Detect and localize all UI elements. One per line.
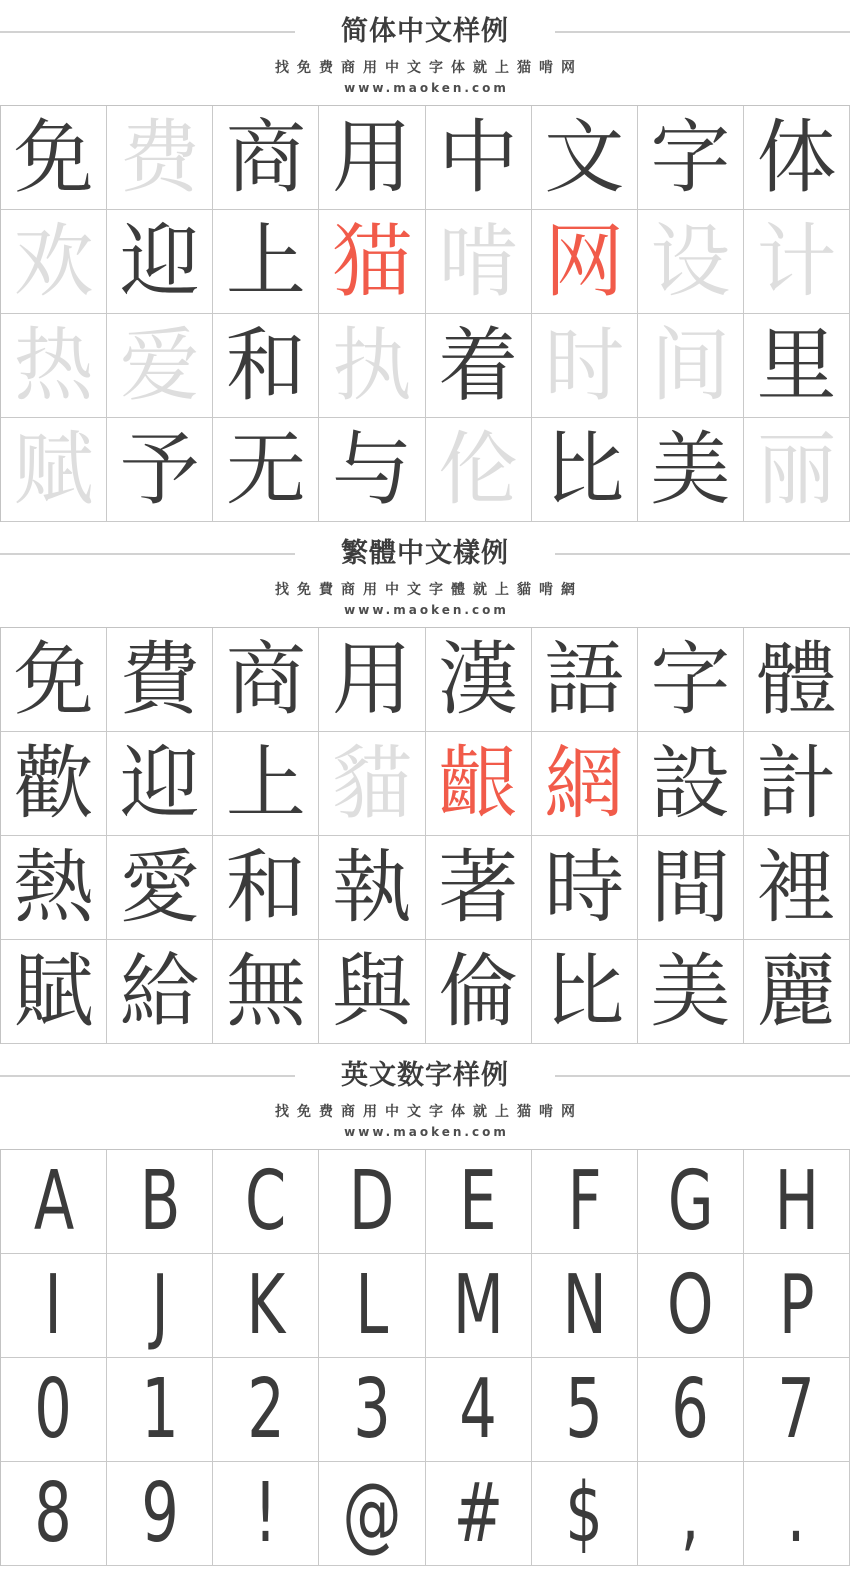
glyph: 間 (650, 840, 731, 934)
glyph-cell (1, 628, 107, 732)
glyph-cell (213, 314, 319, 418)
section-subtitle: 找免费商用中文字体就上猫啃网 (275, 1104, 583, 1120)
glyph: B (139, 1153, 180, 1249)
glyph: 語 (544, 632, 625, 726)
glyph: 里 (756, 318, 837, 412)
glyph: , (680, 1465, 700, 1561)
glyph-cell (107, 314, 213, 418)
section-title: 英文数字样例 (295, 1060, 555, 1092)
glyph-cell (532, 418, 638, 522)
glyph-cell (744, 210, 850, 314)
bottom-strip (0, 1566, 850, 1574)
glyph: 上 (225, 736, 306, 830)
glyph: 比 (544, 422, 625, 516)
glyph: $ (565, 1465, 603, 1561)
glyph: 用 (331, 110, 412, 204)
glyph: 计 (756, 214, 837, 308)
glyph: 字 (650, 632, 731, 726)
glyph: 2 (247, 1361, 285, 1457)
glyph: I (44, 1257, 63, 1353)
glyph-cell (107, 940, 213, 1044)
glyph-cell (638, 1150, 744, 1254)
glyph-cell (638, 940, 744, 1044)
glyph-cell (319, 106, 425, 210)
glyph: G (667, 1153, 714, 1249)
glyph-cell (213, 1254, 319, 1358)
glyph-cell (107, 1254, 213, 1358)
title-row (0, 538, 850, 570)
glyph-cell (213, 1462, 319, 1566)
glyph: 漢 (438, 632, 519, 726)
glyph-cell (213, 106, 319, 210)
glyph-cell (1, 1150, 107, 1254)
glyph-cell (213, 940, 319, 1044)
glyph-cell (426, 106, 532, 210)
glyph: 时 (544, 318, 625, 412)
glyph: 執 (331, 840, 412, 934)
glyph: 網 (544, 736, 625, 830)
glyph-cell (107, 418, 213, 522)
glyph: 爱 (119, 318, 200, 412)
glyph-cell (107, 836, 213, 940)
glyph: 免 (13, 632, 94, 726)
glyph: 和 (225, 318, 306, 412)
glyph-cell (319, 1254, 425, 1358)
glyph-cell (426, 1150, 532, 1254)
glyph-cell (213, 732, 319, 836)
glyph-cell (213, 418, 319, 522)
glyph-cell (638, 1254, 744, 1358)
glyph: 時 (544, 840, 625, 934)
glyph-cell (744, 106, 850, 210)
glyph: 商 (225, 632, 306, 726)
glyph: C (245, 1153, 287, 1249)
glyph: 与 (331, 422, 412, 516)
glyph: F (567, 1153, 602, 1249)
glyph-cell (532, 836, 638, 940)
glyph: 体 (756, 110, 837, 204)
specimen-grid (0, 105, 850, 522)
glyph-cell (744, 836, 850, 940)
glyph: P (778, 1257, 815, 1353)
glyph: 6 (671, 1361, 710, 1457)
glyph-cell (426, 1254, 532, 1358)
glyph-cell (107, 732, 213, 836)
glyph: 文 (544, 110, 625, 204)
glyph-cell (532, 106, 638, 210)
glyph: 齦 (438, 736, 519, 830)
glyph: H (774, 1153, 819, 1249)
glyph-cell (319, 418, 425, 522)
glyph-cell (426, 1358, 532, 1462)
glyph-cell (426, 1462, 532, 1566)
glyph-cell (1, 1462, 107, 1566)
glyph: 3 (353, 1361, 391, 1457)
glyph: 上 (225, 214, 306, 308)
glyph: 中 (438, 110, 519, 204)
section-subtitle: 找免费商用中文字体就上猫啃网 (275, 60, 583, 76)
section-header (0, 522, 850, 627)
glyph-cell (1, 106, 107, 210)
glyph: L (355, 1257, 389, 1353)
glyph-cell (532, 628, 638, 732)
glyph-cell (638, 210, 744, 314)
glyph: 計 (756, 736, 837, 830)
glyph-cell (1, 314, 107, 418)
glyph-cell (1, 940, 107, 1044)
glyph-cell (319, 1358, 425, 1462)
glyph: 热 (13, 318, 94, 412)
glyph-cell (213, 836, 319, 940)
section-header (0, 1044, 850, 1149)
glyph: 迎 (119, 736, 200, 830)
glyph: N (562, 1257, 607, 1353)
glyph-cell (213, 1358, 319, 1462)
glyph: 猫 (331, 214, 412, 308)
glyph: 歡 (13, 736, 94, 830)
glyph-cell (532, 1358, 638, 1462)
glyph: 體 (756, 632, 837, 726)
glyph-cell (319, 1150, 425, 1254)
glyph: 予 (119, 422, 200, 516)
glyph-cell (744, 314, 850, 418)
glyph: 麗 (756, 944, 837, 1038)
glyph-cell (426, 314, 532, 418)
glyph: A (33, 1153, 74, 1249)
glyph: 字 (650, 110, 731, 204)
glyph-cell (319, 314, 425, 418)
glyph-cell (1, 418, 107, 522)
glyph: 給 (119, 944, 200, 1038)
glyph-cell (1, 732, 107, 836)
glyph-cell (532, 732, 638, 836)
glyph-cell (744, 1254, 850, 1358)
glyph-cell (744, 628, 850, 732)
site-url: www.maoken.com (344, 1125, 509, 1139)
glyph: 4 (459, 1361, 497, 1457)
glyph-cell (319, 628, 425, 732)
glyph-cell (638, 418, 744, 522)
glyph: 设 (650, 214, 731, 308)
glyph-cell (638, 106, 744, 210)
glyph-cell (319, 940, 425, 1044)
glyph-cell (532, 1254, 638, 1358)
glyph: 倫 (438, 944, 519, 1038)
glyph: 賦 (13, 944, 94, 1038)
glyph-cell (319, 210, 425, 314)
glyph-cell (638, 1358, 744, 1462)
glyph-cell (532, 314, 638, 418)
glyph: M (452, 1257, 504, 1353)
title-row (0, 16, 850, 48)
glyph: 无 (225, 422, 306, 516)
glyph-cell (744, 1462, 850, 1566)
glyph: 熱 (13, 840, 94, 934)
glyph-cell (426, 836, 532, 940)
glyph: D (349, 1153, 395, 1249)
glyph-cell (213, 210, 319, 314)
glyph-cell (1, 836, 107, 940)
section-title: 繁體中文樣例 (295, 538, 555, 570)
glyph-cell (426, 418, 532, 522)
title-row (0, 1060, 850, 1092)
glyph: 1 (140, 1361, 179, 1457)
glyph: 丽 (756, 422, 837, 516)
glyph-cell (107, 628, 213, 732)
glyph: 执 (331, 318, 412, 412)
specimen-grid (0, 1149, 850, 1566)
site-url: www.maoken.com (344, 603, 509, 617)
glyph: 啃 (438, 214, 519, 308)
glyph-cell (319, 732, 425, 836)
glyph-cell (532, 1150, 638, 1254)
glyph-cell (426, 732, 532, 836)
glyph: 無 (225, 944, 306, 1038)
glyph: 裡 (756, 840, 837, 934)
glyph-cell (744, 940, 850, 1044)
glyph-cell (213, 1150, 319, 1254)
site-url: www.maoken.com (344, 81, 509, 95)
glyph-cell (107, 1150, 213, 1254)
glyph-cell (744, 1150, 850, 1254)
glyph: 用 (331, 632, 412, 726)
glyph: ! (253, 1465, 278, 1561)
glyph-cell (532, 210, 638, 314)
glyph: 伦 (438, 422, 519, 516)
section-subtitle: 找免費商用中文字體就上貓啃網 (275, 582, 583, 598)
glyph: 赋 (13, 422, 94, 516)
glyph: K (246, 1257, 286, 1353)
glyph: 费 (119, 110, 200, 204)
glyph: 美 (650, 944, 731, 1038)
glyph-cell (213, 628, 319, 732)
glyph-cell (532, 940, 638, 1044)
glyph-cell (638, 732, 744, 836)
glyph: 費 (119, 632, 200, 726)
glyph: # (453, 1465, 503, 1561)
glyph-cell (107, 1462, 213, 1566)
glyph-cell (1, 1358, 107, 1462)
glyph-cell (638, 836, 744, 940)
section-simplified-chinese (0, 0, 850, 522)
glyph: O (667, 1257, 714, 1353)
glyph: 8 (34, 1465, 73, 1561)
glyph: @ (342, 1465, 402, 1561)
glyph-cell (426, 210, 532, 314)
glyph: 7 (777, 1361, 816, 1457)
glyph: 着 (438, 318, 519, 412)
glyph: 貓 (331, 736, 412, 830)
glyph-cell (1, 1254, 107, 1358)
glyph-cell (638, 314, 744, 418)
section-header (0, 0, 850, 105)
glyph: 著 (438, 840, 519, 934)
glyph: . (787, 1465, 806, 1561)
glyph: 與 (331, 944, 412, 1038)
glyph: E (459, 1153, 497, 1249)
glyph-cell (1, 210, 107, 314)
glyph-cell (744, 418, 850, 522)
glyph: 和 (225, 840, 306, 934)
glyph: 美 (650, 422, 731, 516)
section-traditional-chinese (0, 522, 850, 1044)
specimen-grid (0, 627, 850, 1044)
glyph-cell (638, 1462, 744, 1566)
glyph-cell (319, 1462, 425, 1566)
section-title: 简体中文样例 (295, 16, 555, 48)
glyph-cell (744, 732, 850, 836)
glyph-cell (426, 940, 532, 1044)
glyph-cell (319, 836, 425, 940)
glyph-cell (532, 1462, 638, 1566)
glyph: 商 (225, 110, 306, 204)
glyph-cell (107, 1358, 213, 1462)
glyph: 网 (544, 214, 625, 308)
glyph: J (150, 1257, 169, 1353)
glyph: 設 (650, 736, 731, 830)
section-latin-digits (0, 1044, 850, 1566)
glyph: 免 (13, 110, 94, 204)
glyph: 9 (140, 1465, 179, 1561)
glyph-cell (107, 106, 213, 210)
glyph: 5 (565, 1361, 603, 1457)
glyph-cell (638, 628, 744, 732)
glyph: 比 (544, 944, 625, 1038)
glyph-cell (107, 210, 213, 314)
glyph: 0 (34, 1361, 73, 1457)
glyph: 间 (650, 318, 731, 412)
glyph-cell (744, 1358, 850, 1462)
glyph: 迎 (119, 214, 200, 308)
glyph-cell (426, 628, 532, 732)
glyph: 欢 (13, 214, 94, 308)
glyph: 愛 (119, 840, 200, 934)
